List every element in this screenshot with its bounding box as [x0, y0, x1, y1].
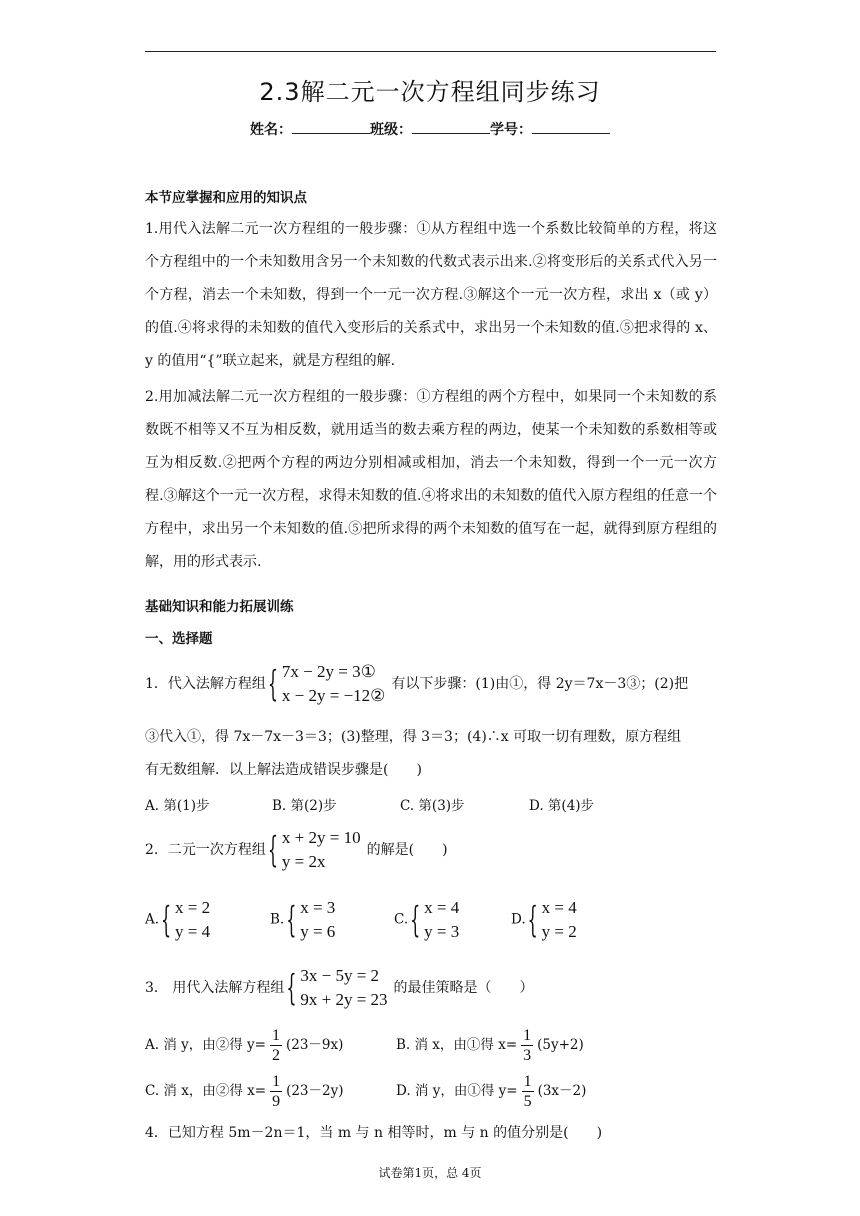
- page-footer: 试卷第1页，总 4页: [378, 1166, 482, 1180]
- name-blank[interactable]: [292, 121, 370, 134]
- q2-option-c[interactable]: [394, 896, 465, 944]
- numerator: 1: [523, 1027, 532, 1044]
- option-system: [528, 896, 577, 944]
- q2-equation-system: [268, 826, 361, 874]
- q1-line-3: 有无数组解．以上解法造成错误步骤是( ): [145, 762, 422, 778]
- numerator: 1: [271, 1027, 280, 1044]
- denominator: 3: [523, 1047, 532, 1064]
- option-text: (23－2y): [286, 1083, 344, 1099]
- option-row: x = 4: [424, 898, 460, 917]
- fraction: [521, 1026, 533, 1065]
- id-label: 学号：: [490, 122, 532, 138]
- option-text: D. 消 y，由①得 y=: [396, 1083, 518, 1099]
- q1-line-2: ③代入①，得 7x－7x－3＝3；(3)整理，得 3＝3；(4)∴x 可取一切有理数，原方程组: [145, 729, 682, 745]
- option-label: A.: [145, 911, 160, 928]
- q1-eq2: x − 2y = −12②: [281, 686, 386, 705]
- fraction: [522, 1072, 534, 1111]
- q3-option-a[interactable]: [145, 1026, 343, 1065]
- id-blank[interactable]: [532, 121, 610, 134]
- q2-option-d[interactable]: [511, 896, 583, 944]
- q3-suffix: 的最佳策略是（ ）: [393, 980, 534, 996]
- header-rule: [145, 51, 716, 52]
- option-label: D.: [511, 911, 526, 928]
- q1-option-b[interactable]: B. 第(2)步: [272, 798, 337, 814]
- option-label: B.: [270, 911, 285, 928]
- class-blank[interactable]: [412, 121, 490, 134]
- numerator: 1: [272, 1073, 281, 1090]
- option-system: [161, 896, 210, 944]
- option-row: x = 2: [175, 898, 211, 917]
- brace-icon: {: [410, 898, 421, 941]
- option-label: C.: [394, 911, 409, 928]
- brace-icon: {: [286, 966, 297, 1009]
- student-info-line: [0, 119, 860, 139]
- brace-icon: {: [527, 898, 538, 941]
- class-label: 班级：: [370, 122, 412, 138]
- option-text: (3x－2): [537, 1083, 587, 1099]
- question-3-stem: [145, 964, 534, 1012]
- q1-prefix: 1．代入法解方程组: [145, 676, 266, 692]
- denominator: 5: [523, 1093, 532, 1110]
- name-label: 姓名：: [250, 122, 292, 138]
- option-text: C. 消 x，由②得 x=: [145, 1083, 267, 1099]
- option-row: x = 4: [541, 898, 577, 917]
- page-title: 2.3解二元一次方程组同步练习: [259, 78, 601, 106]
- q2-prefix: 2．二元一次方程组: [145, 842, 266, 858]
- option-text: B. 消 x，由①得 x=: [396, 1037, 518, 1053]
- option-system: [286, 896, 335, 944]
- denominator: 2: [271, 1047, 280, 1064]
- brace-icon: {: [267, 828, 279, 871]
- q1-eq1: 7x − 2y = 3①: [281, 662, 376, 681]
- q3-eq2: 9x + 2y = 23: [300, 990, 388, 1009]
- option-row: x = 3: [300, 898, 336, 917]
- q2-option-a[interactable]: [145, 896, 216, 944]
- question-1-stem: [145, 660, 688, 708]
- q1-equation-system: [268, 660, 386, 708]
- q2-option-b[interactable]: [270, 896, 341, 944]
- brace-icon: {: [161, 898, 172, 941]
- option-text: A. 消 y，由②得 y=: [145, 1037, 266, 1053]
- numerator: 1: [523, 1073, 532, 1090]
- option-row: y = 4: [175, 922, 211, 941]
- q1-option-c[interactable]: C. 第(3)步: [400, 798, 465, 814]
- option-row: y = 6: [300, 922, 336, 941]
- q1-option-d[interactable]: D. 第(4)步: [529, 798, 595, 814]
- option-text: (5y+2): [537, 1037, 584, 1053]
- brace-icon: {: [267, 662, 279, 705]
- knowledge-paragraph-1: 1.用代入法解二元一次方程组的一般步骤：①从方程组中选一个系数比较简单的方程，将这个方程组中的一个未知数用含另一个未知数的代数式表示出来.②将变形后的关系式代入另一个方程，消去一个未知数，得到一个一元一次方程.③解这个一元一次方程，求出 x（或 y）的值.④将求得的未知数的值代入变形后的关系式中，求出另一个未知数的值.⑤把求得的 x、y 的值用“{”联立起来，就是方程组的解.: [145, 221, 717, 369]
- knowledge-heading: 本节应掌握和应用的知识点: [145, 190, 307, 206]
- option-row: y = 3: [424, 922, 460, 941]
- option-system: [410, 896, 459, 944]
- q2-eq1: x + 2y = 10: [281, 828, 361, 847]
- knowledge-paragraph-2: 2.用加减法解二元一次方程组的一般步骤：①方程组的两个方程中，如果同一个未知数的系数既不相等又不互为相反数，就用适当的数去乘方程的两边，使某一个未知数的系数相等或互为相反数.②把两个方程的两边分别相减或相加，消去一个未知数，得到一个一元一次方程.③解这个一元一次方程，求得未知数的值.④将求出的未知数的值代入原方程组的任意一个方程中，求出另一个未知数的值.⑤把所求得的两个未知数的值写在一起，就得到原方程组的解，用的形式表示.: [145, 389, 717, 570]
- option-text: (23－9x): [285, 1037, 344, 1053]
- brace-icon: {: [286, 898, 297, 941]
- fraction: [270, 1026, 282, 1065]
- q3-eq1: 3x − 5y = 2: [300, 966, 380, 985]
- q3-option-d[interactable]: [396, 1072, 586, 1111]
- option-row: y = 2: [541, 922, 577, 941]
- q1-option-a[interactable]: A. 第(1)步: [145, 798, 210, 814]
- denominator: 9: [272, 1093, 281, 1110]
- training-heading: 基础知识和能力拓展训练: [145, 599, 294, 615]
- section-heading: 一、选择题: [145, 631, 213, 647]
- q2-eq2: y = 2x: [281, 852, 326, 871]
- q3-prefix: 3． 用代入法解方程组: [145, 980, 285, 996]
- question-4-stem: 4．已知方程 5m－2n＝1，当 m 与 n 相等时，m 与 n 的值分别是( ): [145, 1125, 603, 1141]
- q3-option-c[interactable]: [145, 1072, 344, 1111]
- fraction: [270, 1072, 282, 1111]
- q2-suffix: 的解是( ): [366, 842, 448, 858]
- q3-option-b[interactable]: [396, 1026, 584, 1065]
- q3-equation-system: [286, 964, 387, 1012]
- question-2-stem: [145, 826, 448, 874]
- q1-suffix: 有以下步骤：(1)由①，得 2y＝7x－3③；(2)把: [391, 676, 689, 692]
